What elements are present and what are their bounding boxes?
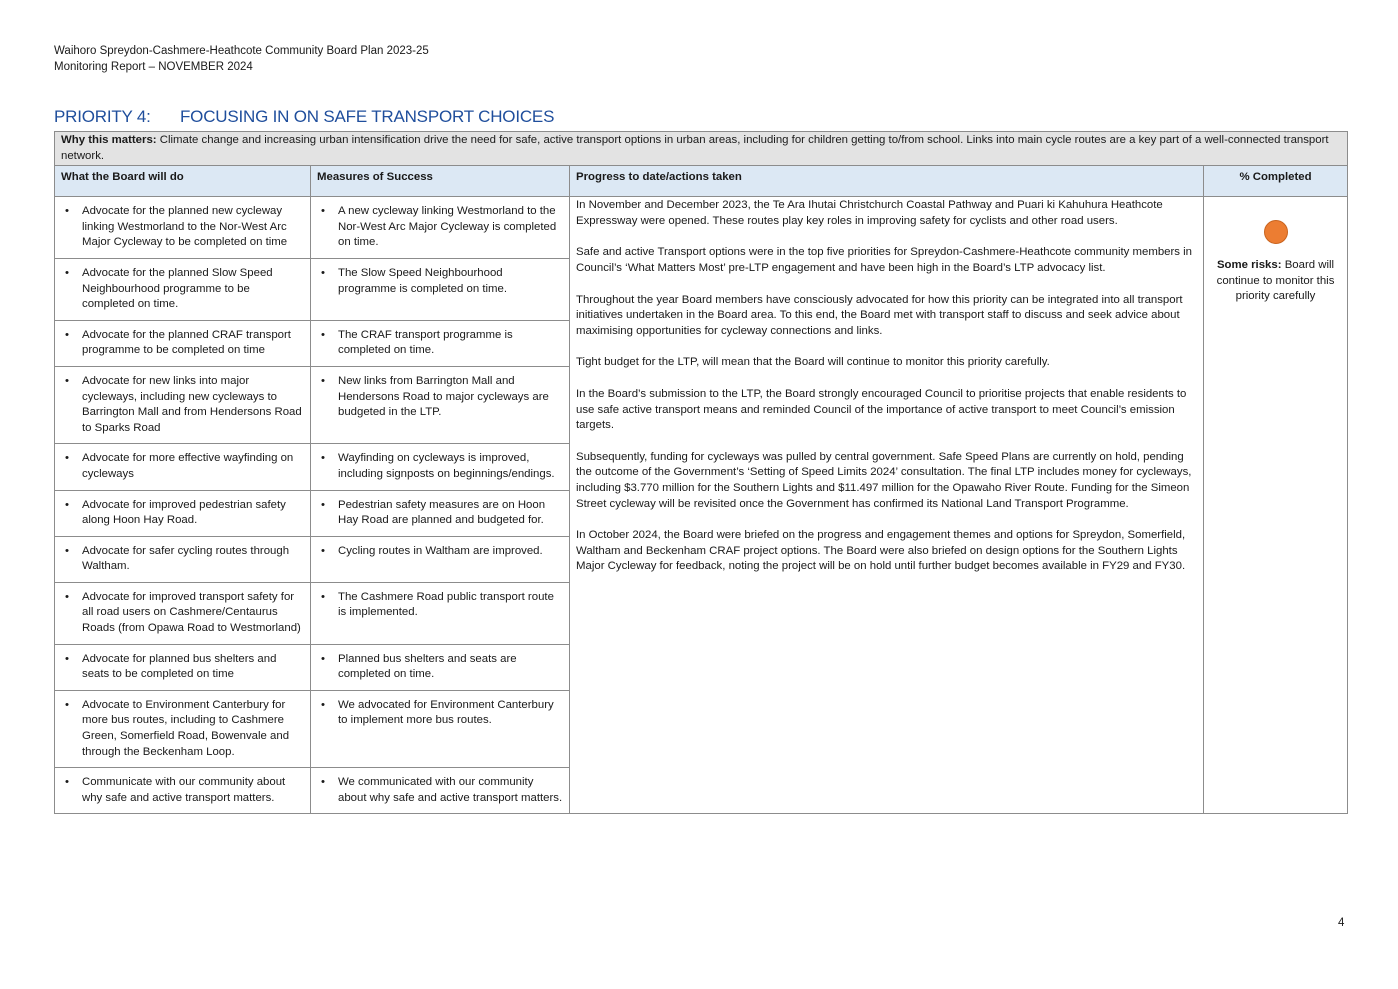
col-header-measures: Measures of Success — [311, 166, 570, 197]
action-cell — [55, 582, 311, 644]
action-cell — [55, 258, 311, 320]
action-text: Advocate for new links into major cycleways, including new cycleways to Barrington Mall and from Hendersons Road to Sparks Road — [82, 374, 302, 434]
action-text: Advocate for safer cycling routes through Waltham. — [82, 544, 290, 573]
col-header-will-do: What the Board will do — [55, 166, 311, 197]
measure-cell — [311, 536, 570, 582]
action-text: Advocate for planned bus shelters and seats to be completed on time — [82, 652, 277, 681]
measure-text: We advocated for Environment Canterbury to implement more bus routes. — [338, 698, 554, 727]
bullet-icon: • — [321, 374, 325, 387]
measure-text: The Cashmere Road public transport route is implemented. — [338, 590, 554, 619]
progress-paragraph: Tight budget for the LTP, will mean that the Board will continue to monitor this priority carefully. — [576, 356, 1050, 369]
measure-cell — [311, 197, 570, 259]
bullet-icon: • — [321, 205, 325, 218]
progress-paragraph: Subsequently, funding for cycleways was pulled by central government. Safe Speed Plans are currently on hold, pending the outcome of the Government’s ‘Setting of Speed Limits 2024’ consultation. The final LTP includes money for cycleways, including $3.770 million for the Southern Lights and $11.497 million for the Opawaho River Route. Funding for the Simeon Street cycleway will be revisited once the Government has confirmed its National Land Transport Programme. — [576, 450, 1192, 510]
status-note — [1210, 258, 1341, 305]
orange-status-circle-icon — [1264, 220, 1288, 244]
measure-text: Planned bus shelters and seats are completed on time. — [338, 652, 517, 681]
action-cell — [55, 197, 311, 259]
progress-paragraph: In November and December 2023, the Te Ara Ihutai Christchurch Coastal Pathway and Puari ki Kahuhura Heathcote Expressway were opened. These routes play key roles in improving safety for cyclists and other road users. — [576, 199, 1163, 227]
action-cell — [55, 690, 311, 767]
progress-paragraph: Safe and active Transport options were in the top five priorities for Spreydon-Cashmere-Heathcote community members in Council’s ‘What Matters Most’ pre-LTP engagement and have been high in the Board’s LTP advocacy list. — [576, 246, 1193, 274]
header-plan-title: Waihoro Spreydon-Cashmere-Heathcote Community Board Plan 2023-25 — [54, 45, 429, 57]
why-text: Climate change and increasing urban intensification drive the need for safe, active transport options in urban areas, including for children getting to/from school. Links into main cycle routes are a key part of a well-connected transport network. — [61, 134, 1329, 162]
header-report-date: Monitoring Report – NOVEMBER 2024 — [54, 61, 253, 73]
action-text: Advocate for more effective wayfinding on cycleways — [82, 452, 294, 480]
why-this-matters — [55, 132, 1348, 166]
priority-number: PRIORITY 4: — [54, 107, 151, 126]
bullet-icon: • — [65, 452, 69, 465]
bullet-icon: • — [321, 698, 325, 711]
bullet-icon: • — [321, 776, 325, 789]
bullet-icon: • — [65, 498, 69, 511]
measure-cell — [311, 320, 570, 366]
bullet-icon: • — [65, 328, 69, 341]
priority-title: FOCUSING IN ON SAFE TRANSPORT CHOICES — [180, 107, 555, 126]
action-text: Advocate for the planned Slow Speed Neighbourhood programme to be completed on time. — [82, 266, 273, 311]
action-cell — [55, 320, 311, 366]
progress-cell — [570, 197, 1204, 814]
action-text: Advocate for the planned new cycleway linking Westmorland to the Nor-West Arc Major Cycleway to be completed on time — [82, 205, 288, 249]
measure-cell — [311, 582, 570, 644]
table-row — [55, 197, 1348, 259]
measure-text: Pedestrian safety measures are on Hoon Hay Road are planned and budgeted for. — [338, 498, 546, 527]
bullet-icon: • — [321, 498, 325, 511]
action-cell — [55, 644, 311, 690]
action-text: Advocate for improved pedestrian safety along Hoon Hay Road. — [82, 498, 286, 527]
action-cell — [55, 536, 311, 582]
measure-cell — [311, 366, 570, 443]
bullet-icon: • — [65, 374, 69, 387]
bullet-icon: • — [321, 452, 325, 465]
bullet-icon: • — [65, 590, 69, 603]
measure-text: A new cycleway linking Westmorland to the Nor-West Arc Major Cycleway is completed on time. — [338, 205, 557, 249]
measure-text: The CRAF transport programme is completed on time. — [338, 328, 513, 357]
priority-table — [54, 131, 1348, 814]
measure-cell — [311, 768, 570, 814]
progress-paragraph: In the Board’s submission to the LTP, the Board strongly encouraged Council to prioritise projects that enable residents to use safe active transport means and reminded Council of the importance of active transport to meet Council’s emission targets. — [576, 387, 1187, 432]
document-header — [54, 43, 429, 75]
measure-cell — [311, 258, 570, 320]
completed-cell — [1204, 197, 1348, 814]
page-number: 4 — [1338, 917, 1345, 929]
status-text: Board will continue to monitor this priority carefully — [1216, 259, 1335, 303]
action-text: Advocate to Environment Canterbury for more bus routes, including to Cashmere Green, Somerfield Road, Bowenvale and through the Beckenham Loop. — [82, 698, 290, 758]
action-cell — [55, 366, 311, 443]
priority-heading — [54, 107, 554, 127]
bullet-icon: • — [321, 652, 325, 665]
measure-cell — [311, 444, 570, 490]
action-cell — [55, 444, 311, 490]
action-text: Advocate for the planned CRAF transport programme to be completed on time — [82, 328, 291, 357]
measure-cell — [311, 490, 570, 536]
bullet-icon: • — [65, 776, 69, 789]
measure-text: New links from Barrington Mall and Hendersons Road to major cycleways are budgeted in the LTP. — [338, 374, 549, 419]
action-text: Communicate with our community about why safe and active transport matters. — [82, 776, 286, 804]
progress-paragraph: Throughout the year Board members have consciously advocated for how this priority can be integrated into all transport initiatives undertaken in the Board area. To this end, the Board met with transport staff to discuss and seek advice about maximising opportunities for cycleway connections and links. — [576, 293, 1183, 337]
action-cell — [55, 768, 311, 814]
bullet-icon: • — [321, 544, 325, 557]
measure-text: The Slow Speed Neighbourhood programme is completed on time. — [338, 266, 508, 295]
measure-text: Wayfinding on cycleways is improved, including signposts on beginnings/endings. — [338, 452, 555, 480]
bullet-icon: • — [65, 698, 69, 711]
action-text: Advocate for improved transport safety for all road users on Cashmere/Centaurus Roads (from Opawa Road to Westmorland) — [82, 590, 301, 635]
column-headers — [55, 166, 1348, 197]
measure-text: We communicated with our community about why safe and active transport matters. — [338, 776, 563, 804]
progress-paragraph: In October 2024, the Board were briefed on the progress and engagement themes and options for Spreydon, Somerfield, Waltham and Beckenham CRAF project options. The Board were also briefed on design options for the Southern Lights Major Cycleway for feedback, noting the project will be on hold until further budget becomes available in FY29 and FY30. — [576, 529, 1186, 573]
col-header-progress: Progress to date/actions taken — [570, 166, 1204, 197]
bullet-icon: • — [65, 205, 69, 218]
measure-text: Cycling routes in Waltham are improved. — [338, 544, 543, 557]
bullet-icon: • — [65, 266, 69, 279]
measure-cell — [311, 690, 570, 767]
status-label: Some risks: — [1216, 259, 1282, 272]
bullet-icon: • — [321, 266, 325, 279]
measure-cell — [311, 644, 570, 690]
col-header-completed: % Completed — [1204, 166, 1348, 197]
bullet-icon: • — [65, 652, 69, 665]
bullet-icon: • — [321, 328, 325, 341]
bullet-icon: • — [321, 590, 325, 603]
why-label: Why this matters: — [61, 134, 157, 146]
bullet-icon: • — [65, 544, 69, 557]
action-cell — [55, 490, 311, 536]
